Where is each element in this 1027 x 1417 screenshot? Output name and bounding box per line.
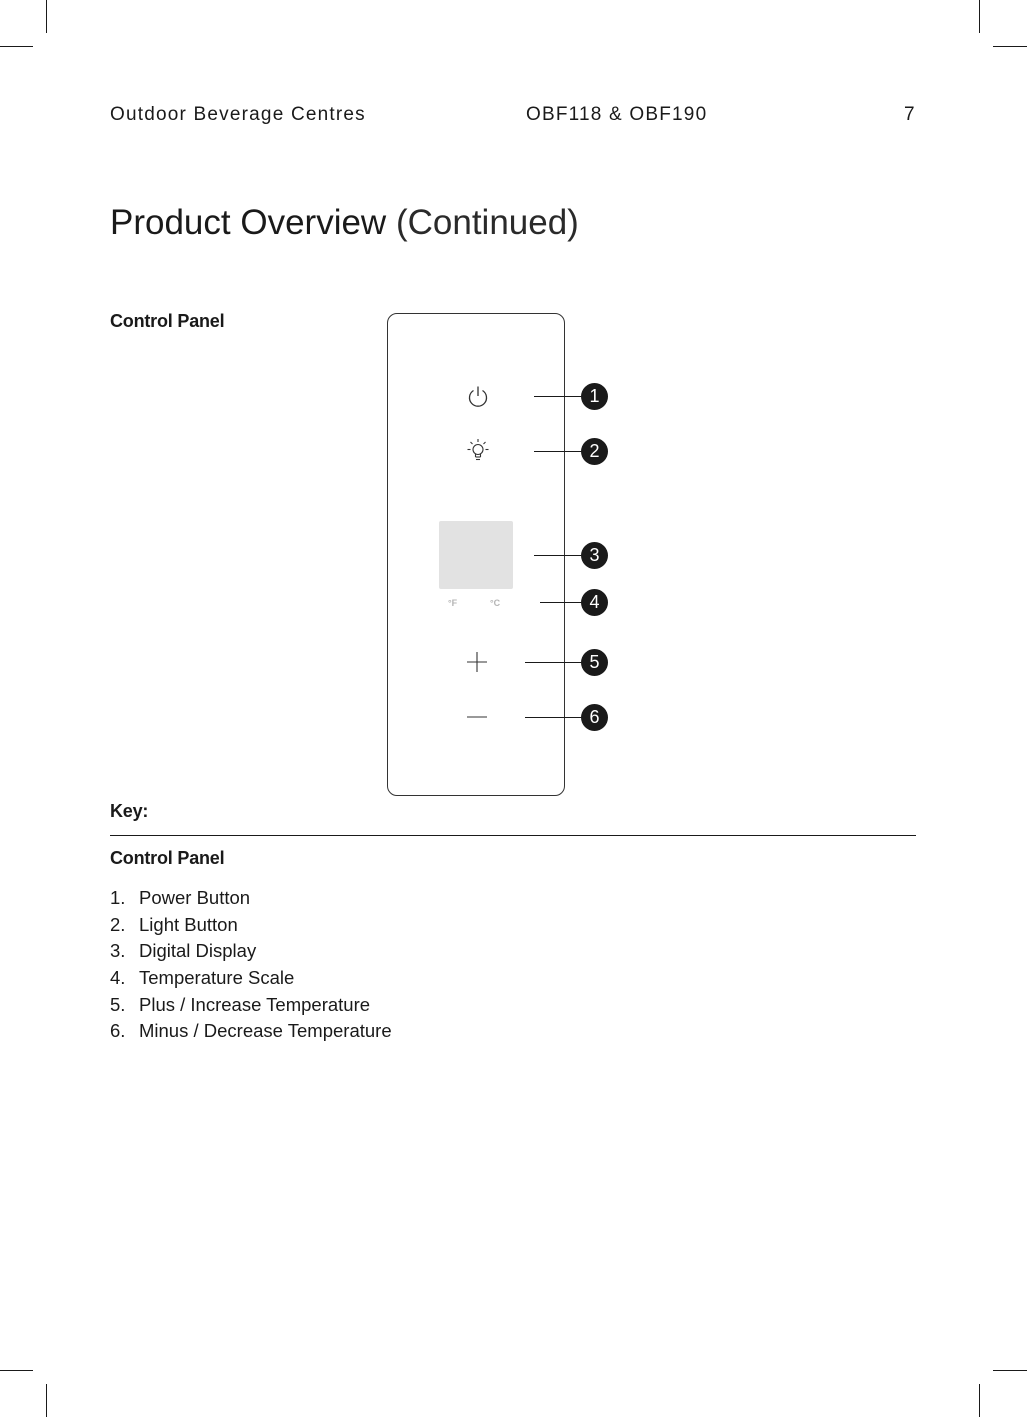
figure-label: Control Panel (110, 311, 225, 331)
key-item-text: Minus / Decrease Temperature (139, 1020, 392, 1042)
leader-line-1 (534, 396, 584, 397)
key-item (110, 1018, 392, 1045)
leader-line-4 (540, 602, 584, 603)
callout-4: 4 (581, 589, 608, 616)
leader-line-3 (534, 555, 584, 556)
key-item-number: 5. (110, 993, 126, 1015)
crop-mark-top-left-h (0, 46, 33, 47)
key-item-text: Light Button (139, 913, 238, 935)
header-product-line: Outdoor Beverage Centres (110, 104, 366, 125)
scale-celsius-label: °C (490, 598, 501, 608)
callout-6: 6 (581, 704, 608, 731)
key-item (110, 992, 392, 1019)
page-title-continued: (Continued) (395, 203, 579, 242)
key-heading: Key: (110, 801, 149, 821)
key-item-number: 4. (110, 967, 126, 989)
minus-icon (466, 706, 488, 728)
callout-3: 3 (581, 542, 608, 569)
page-title (110, 203, 579, 243)
scale-fahrenheit-label: °F (448, 598, 458, 608)
callout-2: 2 (581, 438, 608, 465)
callout-5: 5 (581, 649, 608, 676)
key-item-number: 1. (110, 887, 126, 908)
key-item-number: 6. (110, 1020, 126, 1042)
header-model-numbers: OBF118 & OBF190 (526, 104, 708, 125)
leader-line-6 (525, 717, 584, 718)
key-item-number: 3. (110, 940, 126, 962)
crop-mark-bottom-right-v (979, 1384, 980, 1417)
key-item-number: 2. (110, 913, 126, 935)
key-item (110, 912, 392, 939)
leader-line-5 (525, 662, 584, 663)
key-item-text: Plus / Increase Temperature (139, 993, 371, 1015)
key-item-text: Digital Display (139, 940, 257, 962)
crop-mark-top-right-v (979, 0, 980, 33)
crop-mark-top-left-v (46, 0, 47, 33)
digital-display (439, 521, 513, 589)
plus-icon (466, 651, 488, 673)
crop-mark-bottom-left-v (46, 1384, 47, 1417)
key-item (110, 965, 392, 992)
callout-1: 1 (581, 383, 608, 410)
key-item-text: Temperature Scale (139, 967, 295, 989)
key-item (110, 938, 392, 965)
key-item (110, 885, 392, 912)
key-list (110, 885, 392, 1045)
key-section-title: Control Panel (110, 848, 225, 868)
leader-line-2 (534, 451, 584, 452)
power-icon (466, 385, 490, 409)
key-divider (110, 835, 916, 836)
page-number: 7 (904, 104, 916, 125)
light-bulb-icon (465, 437, 491, 463)
crop-mark-top-right-h (993, 46, 1027, 47)
crop-mark-bottom-left-h (0, 1370, 33, 1371)
crop-mark-bottom-right-h (993, 1370, 1027, 1371)
key-item-text: Power Button (139, 887, 251, 908)
page-title-main: Product Overview (110, 203, 387, 242)
